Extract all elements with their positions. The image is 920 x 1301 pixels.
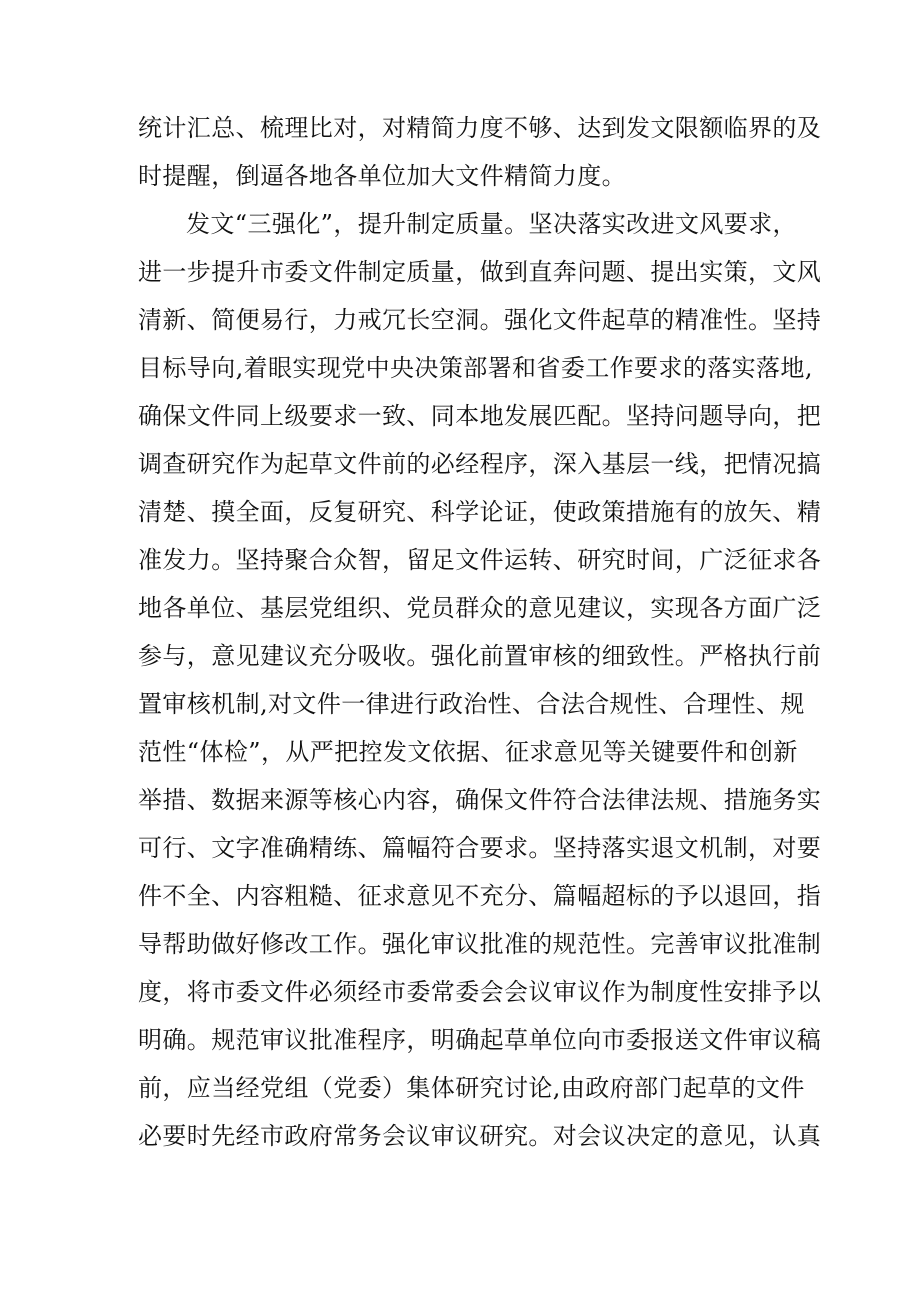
text-line: 明确。规范审议批准程序，明确起草单位向市委报送文件审议稿	[138, 1026, 822, 1054]
text-line: 必要时先经市政府常务会议审议研究。对会议决定的意见，认真	[138, 1122, 822, 1150]
text-line: 前，应当经党组（党委）集体研究讨论,由政府部门起草的文件	[138, 1074, 805, 1102]
text-line: 度，将市委文件必须经市委常委会会议审议作为制度性安排予以	[138, 978, 822, 1006]
text-line: 进一步提升市委文件制定质量，做到直奔问题、提出实策，文风	[138, 258, 822, 286]
text-line: 调查研究作为起草文件前的必经程序，深入基层一线，把情况搞	[138, 450, 822, 478]
text-line: 地各单位、基层党组织、党员群众的意见建议，实现各方面广泛	[138, 594, 822, 622]
paragraph-start-line: 发文“三强化”，提升制定质量。坚决落实改进文风要求，	[186, 210, 797, 238]
text-line: 目标导向,着眼实现党中央决策部署和省委工作要求的落实落地,	[138, 354, 813, 382]
text-line: 可行、文字准确精练、篇幅符合要求。坚持落实退文机制，对要	[138, 834, 822, 862]
text-line: 导帮助做好修改工作。强化审议批准的规范性。完善审议批准制	[138, 930, 822, 958]
body-text	[138, 104, 822, 1160]
text-line: 参与，意见建议充分吸收。强化前置审核的细致性。严格执行前	[138, 642, 822, 670]
text-line: 范性“体检”，从严把控发文依据、征求意见等关键要件和创新	[138, 738, 798, 766]
text-line: 时提醒，倒逼各地各单位加大文件精简力度。	[138, 162, 626, 190]
text-line: 统计汇总、梳理比对，对精简力度不够、达到发文限额临界的及	[138, 114, 822, 142]
text-line: 清楚、摸全面，反复研究、科学论证，使政策措施有的放矢、精	[138, 498, 822, 526]
text-line: 置审核机制,对文件一律进行政治性、合法合规性、合理性、规	[138, 690, 805, 718]
text-line: 准发力。坚持聚合众智，留足文件运转、研究时间，广泛征求各	[138, 546, 822, 574]
text-line: 件不全、内容粗糙、征求意见不充分、篇幅超标的予以退回，指	[138, 882, 822, 910]
text-line: 举措、数据来源等核心内容，确保文件符合法律法规、措施务实	[138, 786, 822, 814]
text-line: 确保文件同上级要求一致、同本地发展匹配。坚持问题导向，把	[138, 402, 822, 430]
text-line: 清新、简便易行，力戒冗长空洞。强化文件起草的精准性。坚持	[138, 306, 822, 334]
